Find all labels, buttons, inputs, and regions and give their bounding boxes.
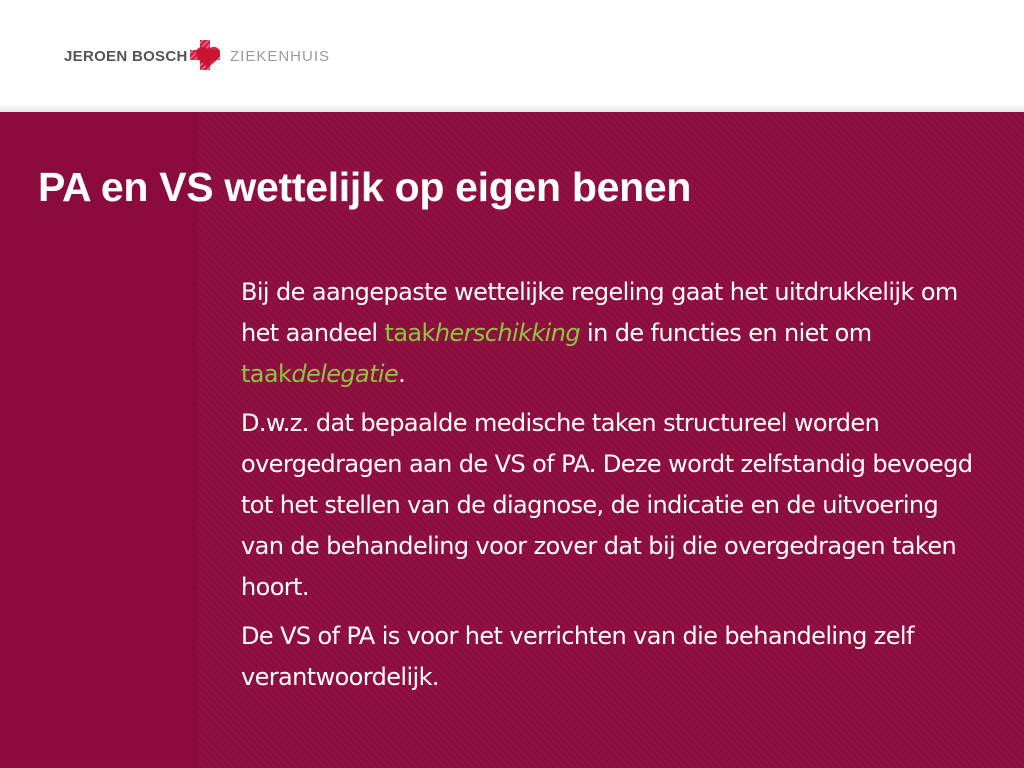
highlight-italic: herschikking	[434, 319, 580, 347]
hospital-cross-heart-icon	[184, 36, 230, 82]
slide-body	[241, 272, 981, 706]
highlight-prefix: taak	[241, 360, 292, 388]
highlight-italic: delegatie	[291, 360, 399, 388]
highlight-prefix: taak	[384, 319, 435, 347]
paragraph-3: De VS of PA is voor het verrichten van die behandeling zelf verantwoordelijk.	[241, 622, 914, 691]
header-divider	[0, 104, 1024, 112]
highlight-taakherschikking	[385, 319, 580, 347]
paragraph-2: D.w.z. dat bepaalde medische taken structureel worden overgedragen aan de VS of PA. Deze wordt zelfstandig bevoegd tot het stellen van de diagnose, de indicatie en de uitvoering van de behandeling voor zover dat bij die overgedragen taken hoort.	[241, 409, 973, 601]
slide-content	[0, 112, 1024, 768]
paragraph-1-text-a: Bij de aangepaste wettelijke regeling gaat het uitdrukkelijk om het aandeel	[241, 278, 958, 347]
header	[0, 0, 1024, 112]
paragraph-1-text-c: .	[398, 360, 406, 388]
highlight-taakdelegatie	[241, 360, 398, 388]
logo-text-left: JEROEN BOSCH	[64, 48, 188, 65]
paragraph-1-text-b: in de functies en niet om	[579, 319, 872, 347]
paragraph-1	[241, 272, 981, 395]
slide-title: PA en VS wettelijk op eigen benen	[38, 164, 692, 210]
logo-text-right: ZIEKENHUIS	[230, 48, 331, 65]
